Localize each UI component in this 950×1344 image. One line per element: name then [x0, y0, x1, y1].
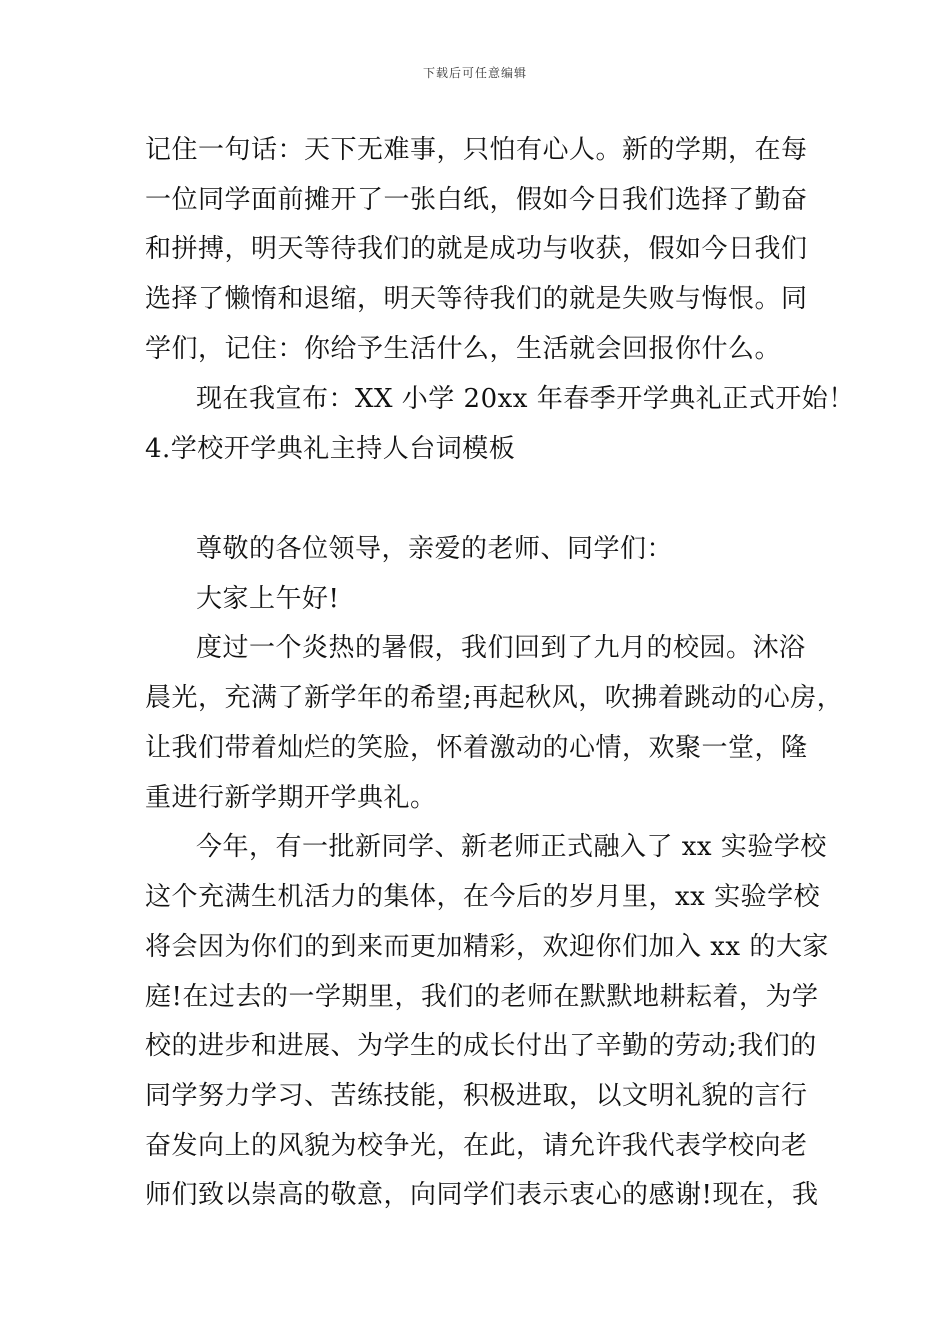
text-line: 今年，有一批新同学、新老师正式融入了 xx 实验学校: [196, 832, 827, 862]
text-line: 校的进步和进展、为学生的成长付出了辛勤的劳动;我们的: [145, 1031, 817, 1061]
text-line: 将会因为你们的到来而更加精彩，欢迎你们加入 xx 的大家: [145, 932, 829, 962]
text-line: 现在我宣布：XX 小学 20xx 年春季开学典礼正式开始！: [196, 384, 855, 414]
text-line: 奋发向上的风貌为校争光，在此，请允许我代表学校向老: [145, 1131, 808, 1161]
text-line: 这个充满生机活力的集体，在今后的岁月里，xx 实验学校: [145, 882, 821, 912]
text-line: 记住一句话：天下无难事，只怕有心人。新的学期，在每: [145, 135, 808, 165]
greeting: 大家上午好!: [196, 584, 340, 614]
text-line: 选择了懒惰和退缩，明天等待我们的就是失败与悔恨。同: [145, 284, 808, 314]
text-line: 度过一个炎热的暑假，我们回到了九月的校园。沐浴: [196, 633, 806, 663]
text-line: 晨光，充满了新学年的希望;再起秋风，吹拂着跳动的心房，: [145, 683, 844, 713]
salutation: 尊敬的各位领导，亲爱的老师、同学们：: [196, 534, 674, 564]
text-line: 学们，记住：你给予生活什么，生活就会回报你什么。: [145, 334, 782, 364]
text-line: 和拼搏，明天等待我们的就是成功与收获，假如今日我们: [145, 234, 808, 264]
text-line: 庭!在过去的一学期里，我们的老师在默默地耕耘着，为学: [145, 982, 819, 1012]
text-line: 重进行新学期开学典礼。: [145, 783, 437, 813]
text-line: 一位同学面前摊开了一张白纸，假如今日我们选择了勤奋: [145, 185, 808, 215]
text-line: 同学努力学习、苦练技能，积极进取，以文明礼貌的言行: [145, 1081, 808, 1111]
page-header: 下载后可任意编辑: [422, 66, 527, 80]
section-heading: 4.学校开学典礼主持人台词模板: [145, 434, 516, 464]
text-line: 让我们带着灿烂的笑脸，怀着激动的心情，欢聚一堂，隆: [145, 733, 808, 763]
text-line: 师们致以崇高的敬意，向同学们表示衷心的感谢!现在，我: [145, 1180, 819, 1210]
